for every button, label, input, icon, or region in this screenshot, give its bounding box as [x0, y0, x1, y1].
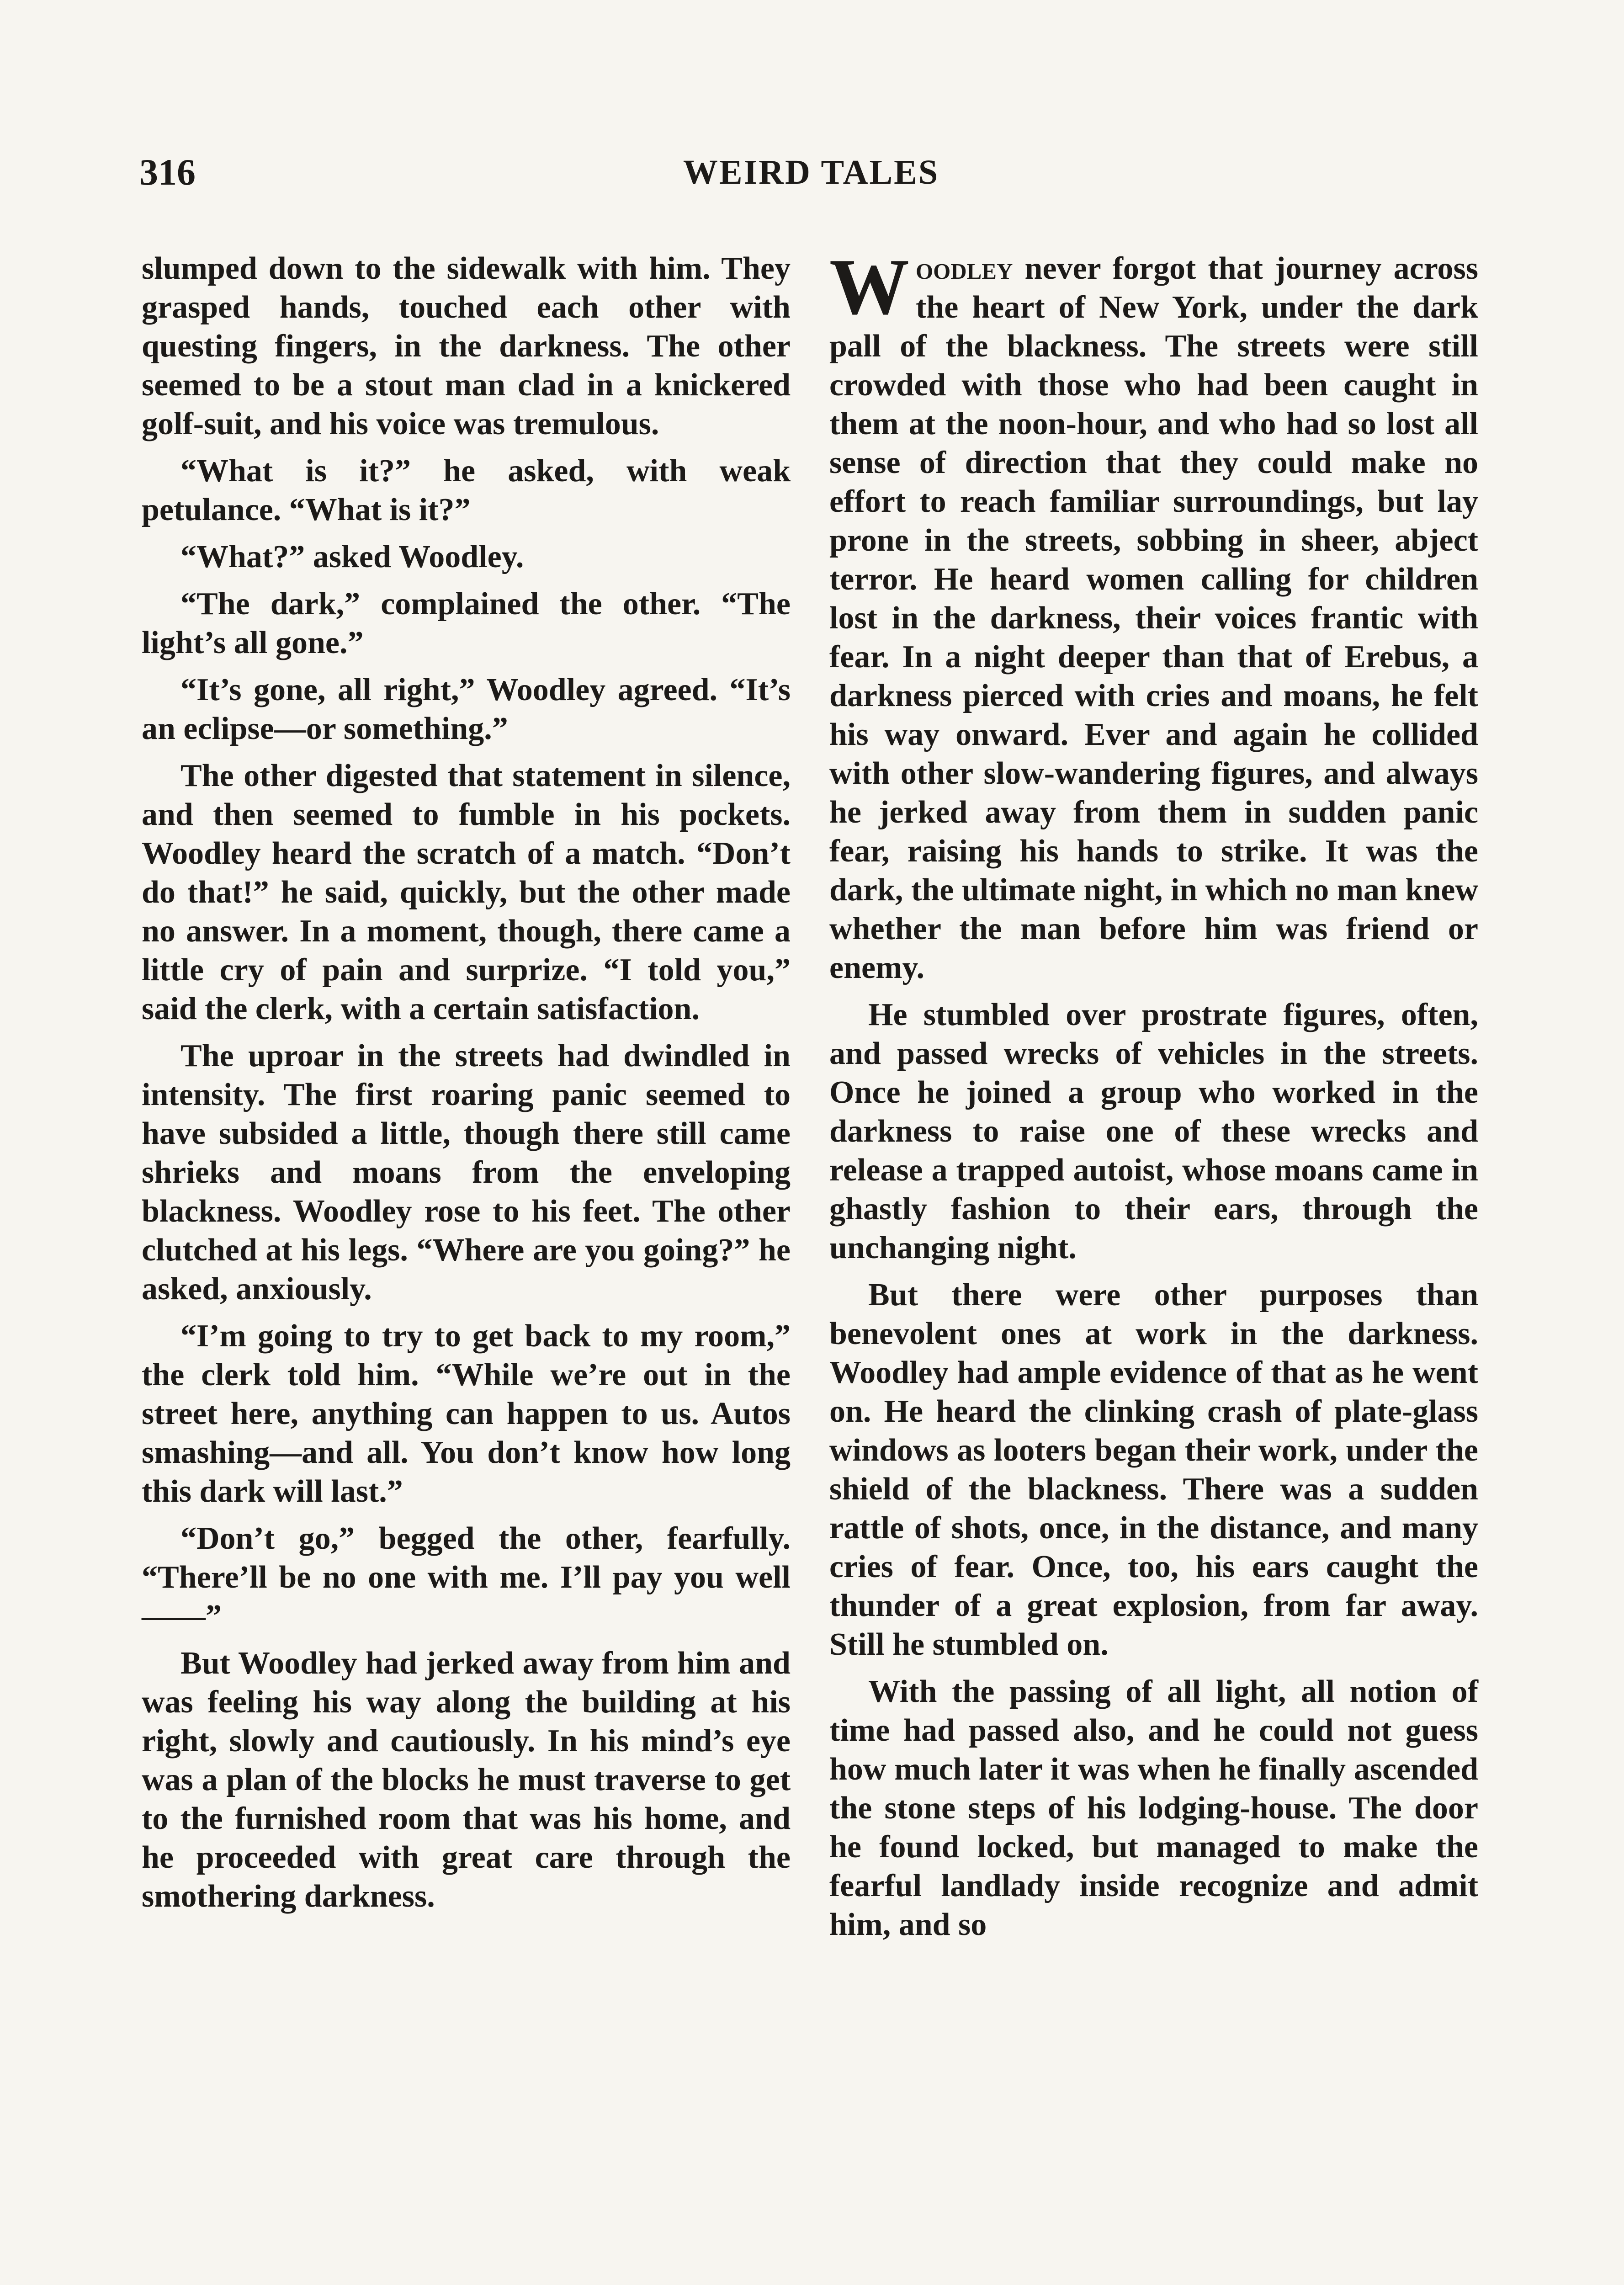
small-caps-lead: oodley	[916, 251, 1013, 286]
paragraph: “What is it?” he asked, with weak petulance. “What is it?”	[142, 453, 791, 527]
paragraph: slumped down to the sidewalk with him. They grasped hands, touched each other with questing fingers, in the darkness. The other seemed to be a stout man clad in a knickered golf-suit, and his voice was tremulous.	[142, 251, 791, 441]
paragraph: “The dark,” complained the other. “The light’s all gone.”	[142, 586, 791, 660]
drop-cap: W	[829, 242, 909, 331]
paragraph: The other digested that statement in silence, and then seemed to fumble in his pockets. Woodley heard the scratch of a match. “Don’t do that!” he said, quickly, but the other made no answer. In a moment, though, there came a little cry of pain and surprize. “I told you,” said the clerk, with a certain satisfaction.	[142, 758, 791, 1026]
left-column	[142, 249, 791, 1924]
paragraph: But Woodley had jerked away from him and was feeling his way along the building at his right, slowly and cautiously. In his mind’s eye was a plan of the blocks he must traverse to get to the furnished room that was his home, and he proceeded with great care through the smothering darkness.	[142, 1646, 791, 1914]
paragraph: The uproar in the streets had dwindled in intensity. The first roaring panic seemed to have subsided a little, though there still came shrieks and moans from the enveloping blackness. Woodley rose to his feet. The other clutched at his legs. “Where are you going?” he asked, anxiously.	[142, 1038, 791, 1307]
opening-paragraph	[829, 242, 1478, 987]
paragraph: “It’s gone, all right,” Woodley agreed. “It’s an eclipse—or something.”	[142, 672, 791, 746]
paragraph: He stumbled over prostrate figures, often, and passed wrecks of vehicles in the streets. Once he joined a group who worked in the darkness to raise one of these wrecks and release a trapped autoist, whose moans came in ghastly fashion to their ears, through the unchanging night.	[829, 997, 1478, 1265]
paragraph-text: never forgot that journey across the heart of New York, under the dark pall of the blackness. The streets were still crowded with those who had been caught in them at the noon-hour, and who had so lost all sense of direction that they could make no effort to reach familiar surroundings, but lay prone in the streets, sobbing in sheer, abject terror. He heard women calling for children lost in the darkness, their voices frantic with fear. In a night deeper than that of Erebus, a darkness pierced with cries and moans, he felt his way onward. Ever and again he collided with other slow-wandering figures, and always he jerked away from them in sudden panic fear, raising his hands to strike. It was the dark, the ultimate night, in which no man knew whether the man before him was friend or enemy.	[829, 251, 1478, 985]
right-column	[829, 242, 1478, 1952]
paragraph: “What?” asked Woodley.	[180, 539, 524, 574]
running-title: WEIRD TALES	[683, 153, 939, 191]
paragraph: “Don’t go,” begged the other, fearfully. “There’ll be no one with me. I’ll pay you well——”	[142, 1521, 791, 1634]
paragraph: “I’m going to try to get back to my room,” the clerk told him. “While we’re out in the street here, anything can happen to us. Autos smashing—and all. You don’t know how long this dark will last.”	[142, 1318, 791, 1509]
paragraph: But there were other purposes than benevolent ones at work in the darkness. Woodley had ample evidence of that as he went on. He heard the clinking crash of plate-glass windows as looters began their work, under the shield of the blackness. There was a sudden rattle of shots, once, in the distance, and many cries of fear. Once, too, his ears caught the thunder of a great explosion, from far away. Still he stumbled on.	[829, 1277, 1478, 1662]
page-number: 316	[139, 151, 196, 193]
running-header	[139, 151, 1483, 206]
paragraph: With the passing of all light, all notion of time had passed also, and he could not guess how much later it was when he finally ascended the stone steps of his lodging-house. The door he found locked, but managed to make the fearful landlady inside recognize and admit him, and so	[829, 1674, 1478, 1942]
